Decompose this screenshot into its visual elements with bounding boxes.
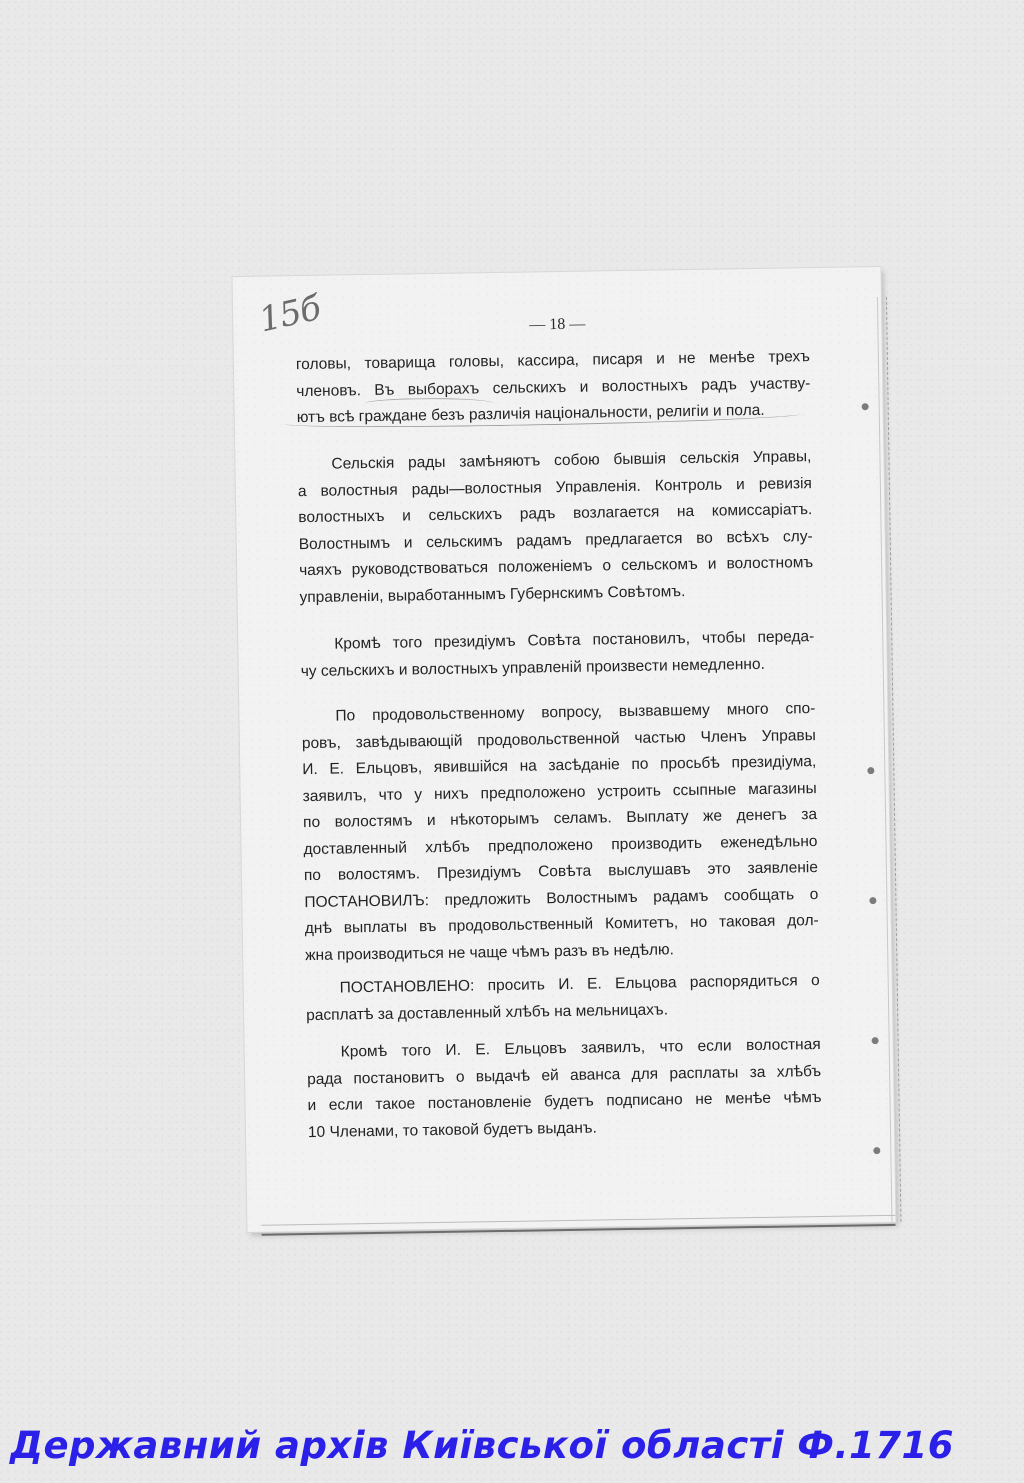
- text-line: расплатѣ за доставленный хлѣбъ на мельницахъ.: [306, 1000, 669, 1024]
- text-line: И. Е. Ельцовъ, явившійся на засѣданіе по просьбѣ президіума,: [302, 753, 817, 779]
- edge-damage-mark: [873, 1147, 880, 1154]
- archive-watermark: Державний архів Київської області Ф.1716: [10, 1424, 955, 1467]
- text-line: Кромѣ того президіумъ Совѣта постановилъ, чтобы переда-: [334, 628, 815, 653]
- text-line: головы, товарища головы, кассира, писаря и не менѣе трехъ: [295, 348, 810, 374]
- text-line: и если такое постановленіе будетъ подписано не менѣе чѣмъ: [307, 1088, 822, 1115]
- text-line: волостныхъ и сельскихъ радъ возлагается на комиссаріатъ.: [298, 501, 813, 527]
- text-line: заявилъ, что у нихъ предположено устроить ссыпные магазины: [302, 779, 817, 805]
- handwritten-folio-number: 15б: [255, 287, 324, 341]
- text-line: днѣ выплаты въ продовольственный Комитетъ, но таковая дол-: [304, 912, 819, 938]
- text-line: По продовольственному вопросу, вызвавшему много спо-: [335, 700, 816, 725]
- page-bottom-edge: [261, 1215, 895, 1236]
- edge-damage-mark: [867, 767, 874, 774]
- text-line: Волостнымъ и сельскимъ радамъ предлагается во всѣхъ слу-: [298, 527, 813, 553]
- text-line: жна производиться не чаще чѣмъ разъ въ недѣлю.: [305, 940, 675, 964]
- text-line: ПОСТАНОВИЛЪ: предложить Волостнымъ радамъ сообщать о: [304, 885, 819, 911]
- page-torn-edge: [877, 297, 902, 1222]
- text-line: чу сельскихъ и волостныхъ управленій произвести немедленно.: [300, 655, 765, 680]
- paragraph-3: [300, 624, 815, 685]
- text-line: управленіи, выработаннымъ Губернскимъ Совѣтомъ.: [299, 582, 686, 606]
- text-line: а волостныя рады—волостныя Управленія. Контроль и ревизія: [297, 474, 812, 500]
- text-line: Кромѣ того И. Е. Ельцовъ заявилъ, что если волостная: [340, 1036, 821, 1061]
- text-line: 10 Членами, то таковой будетъ выданъ.: [307, 1119, 597, 1141]
- paragraph-5: [306, 968, 821, 1029]
- paragraph-2: [297, 444, 813, 611]
- text-line: Сельскія рады замѣняютъ собою бывшія сельскія Управы,: [331, 448, 812, 473]
- edge-damage-mark: [869, 897, 876, 904]
- text-line: ПОСТАНОВЛЕНО: просить И. Е. Ельцова распорядиться о: [339, 972, 820, 997]
- paragraph-1: [296, 344, 811, 432]
- document-page: [233, 267, 896, 1232]
- text-line: членовъ. Въ выборахъ сельскихъ и волостныхъ радъ участву-: [296, 374, 811, 400]
- page-number: — 18 —: [529, 315, 586, 334]
- edge-damage-mark: [872, 1037, 879, 1044]
- text-line: доставленный хлѣбъ предположено производить еженедѣльно: [303, 832, 818, 858]
- text-line: чаяхъ руководствоваться положеніемъ о сельскомъ и волостномъ: [299, 554, 814, 580]
- text-line: по волостямъ и нѣкоторымъ селамъ. Выплату же денегъ за: [302, 806, 818, 832]
- paragraph-4: [301, 696, 819, 969]
- text-line: ютъ всѣ граждане безъ различія національности, религіи и пола.: [296, 401, 765, 427]
- edge-damage-mark: [862, 403, 869, 410]
- paragraph-6: [307, 1032, 823, 1146]
- text-line: по волостямъ. Президіумъ Совѣта выслушавъ это заявленіе: [303, 859, 819, 885]
- text-line: ровъ, завѣдывающій продовольственной частью Членъ Управы: [301, 726, 816, 752]
- text-line: рада постановитъ о выдачѣ ей аванса для расплаты за хлѣбъ: [307, 1062, 822, 1088]
